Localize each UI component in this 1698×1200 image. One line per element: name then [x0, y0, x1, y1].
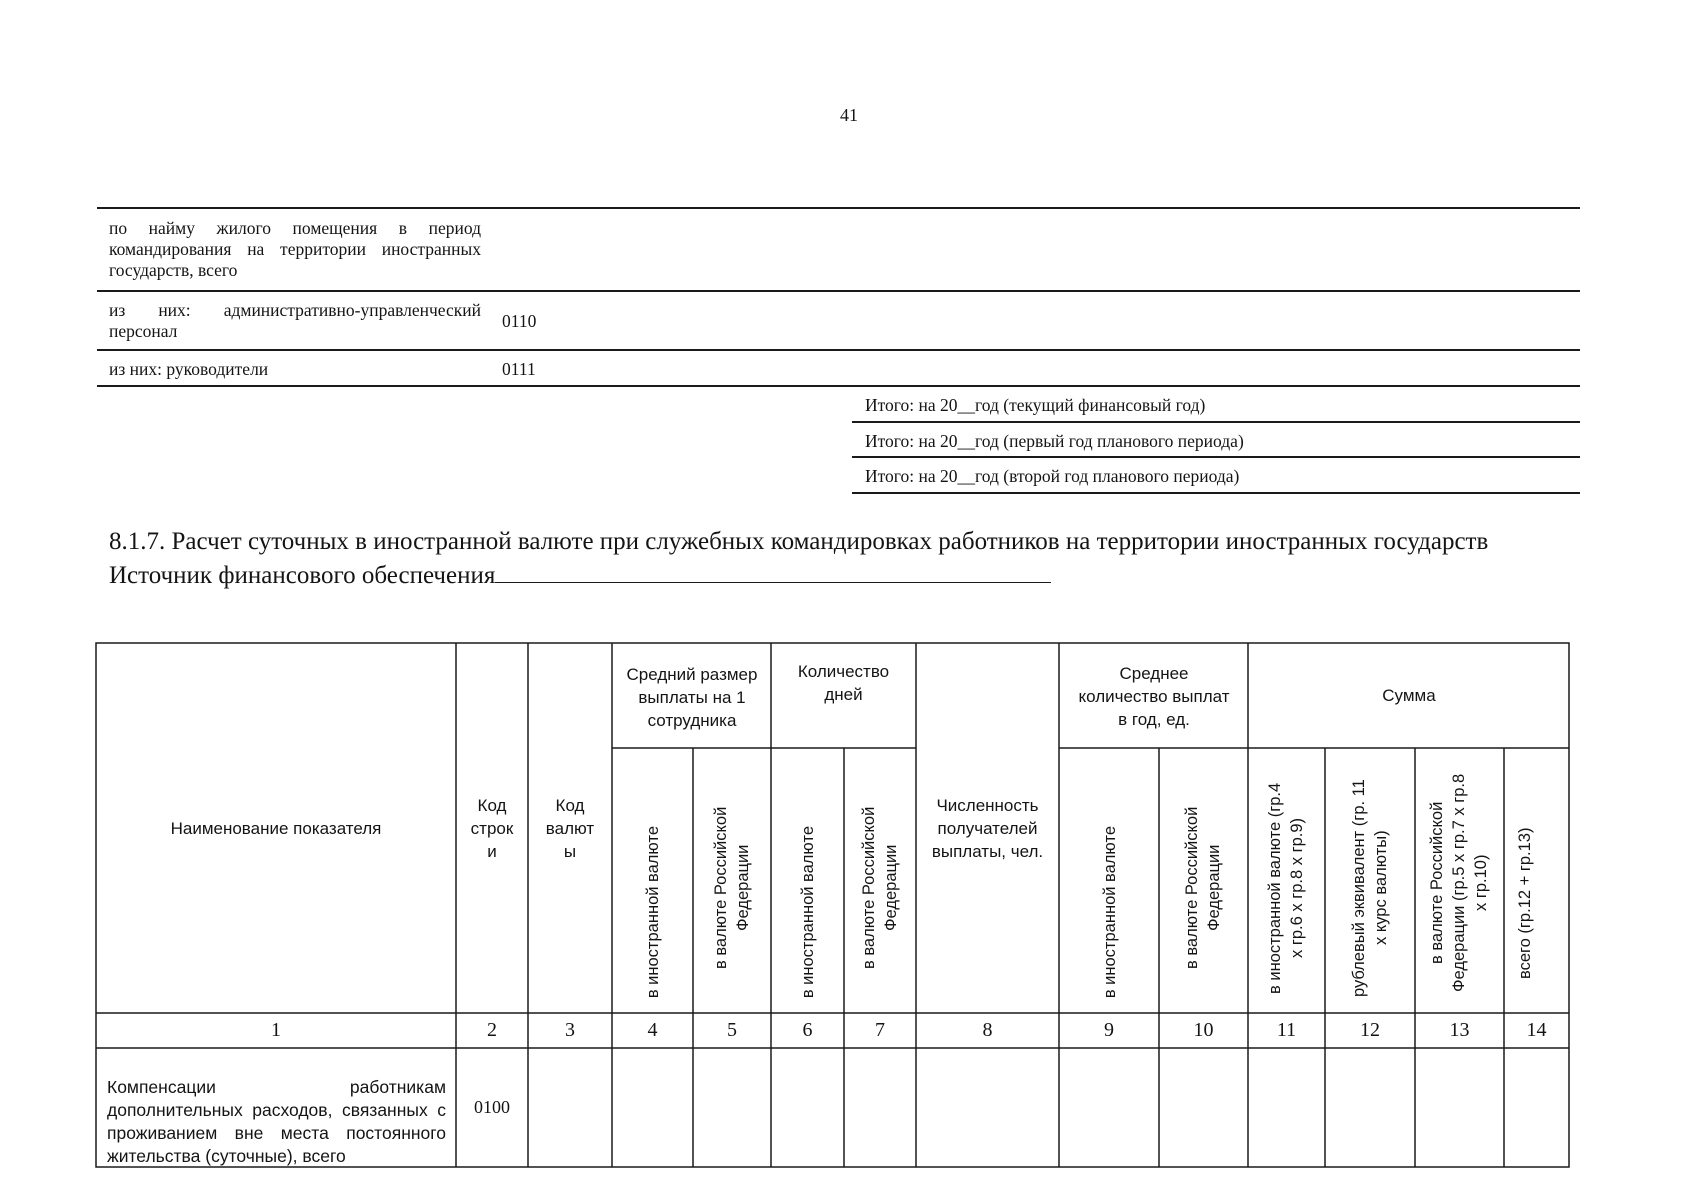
section-title: 8.1.7. Расчет суточных в иностранной валюте при служебных командировках работников на территории иностранных государств: [109, 528, 1489, 555]
table-rule: [852, 421, 1580, 423]
funding-source-line: [109, 558, 1051, 591]
header-row-code: Код строк и: [470, 795, 514, 861]
funding-source-field[interactable]: [495, 558, 1051, 583]
total-row-current-year: Итого: на 20__год (текущий финансовый год): [865, 395, 1206, 415]
column-number: 5: [727, 1019, 737, 1041]
upper-row-name: по найму жилого помещения в период командирования на территории иностранных государств, всего: [109, 218, 481, 280]
upper-row-code: 0111: [502, 359, 536, 379]
table-rule: [97, 207, 1580, 209]
table-rule: [97, 290, 1580, 292]
column-number: 2: [487, 1019, 497, 1041]
table-rule: [97, 385, 1580, 387]
header-currency-code: Код валют ы: [545, 795, 595, 861]
subheader-col-13: в валюте Российской Федерации (гр.5 х гр.7 х гр.8 х гр.10): [1428, 773, 1490, 993]
column-number: 8: [982, 1019, 993, 1041]
header-average-payments-count: Среднее количество выплат в год, ед.: [1078, 663, 1230, 729]
subheader-col-9: в иностранной валюте: [1100, 825, 1119, 998]
column-number: 7: [875, 1019, 885, 1041]
table-rule: [852, 456, 1580, 458]
row-code: 0100: [474, 1097, 510, 1117]
header-average-payment: Средний размер выплаты на 1 сотрудника: [626, 664, 758, 730]
subheader-col-6: в иностранной валюте: [799, 825, 817, 998]
total-row-second-plan-year: Итого: на 20__год (второй год планового периода): [865, 466, 1240, 486]
column-number: 14: [1526, 1019, 1547, 1041]
subheader-col-11: в иностранной валюте (гр.4 х гр.6 х гр.8 х гр.9): [1266, 782, 1306, 994]
subheader-col-12: рублевый эквивалент (гр. 11 х курс валюты): [1349, 779, 1390, 997]
subheader-col-7: в валюте Российской Федерации: [859, 806, 900, 970]
subheader-col-14: всего (гр.12 + гр.13): [1516, 827, 1534, 979]
upper-row-name: из них: административно-управленческий персонал: [109, 300, 481, 341]
header-recipients-count: Численность получателей выплаты, чел.: [931, 795, 1044, 861]
column-number: 3: [565, 1019, 575, 1041]
column-number: 12: [1360, 1019, 1380, 1041]
table-rule: [852, 492, 1580, 494]
upper-row-name: из них: руководители: [109, 359, 269, 379]
column-number: 11: [1276, 1019, 1297, 1041]
column-number: 1: [271, 1019, 281, 1041]
column-number: 6: [802, 1019, 813, 1041]
total-row-first-plan-year: Итого: на 20__год (первый год планового периода): [865, 431, 1244, 451]
table-rule: [97, 349, 1580, 351]
column-number: 9: [1104, 1019, 1114, 1041]
column-number: 10: [1193, 1019, 1214, 1041]
row-indicator-name: Компенсации работникам дополнительных расходов, связанных с проживанием вне места постоянного жительства (суточные), всего: [107, 1077, 446, 1166]
header-days-count: Количество дней: [797, 662, 890, 704]
subheader-col-5: в валюте Российской Федерации: [712, 806, 752, 970]
column-number: 4: [647, 1019, 658, 1041]
funding-source-label: Источник финансового обеспечения: [109, 562, 496, 589]
page-number: 41: [840, 105, 858, 125]
header-sum: Сумма: [1382, 685, 1436, 705]
header-indicator-name: Наименование показателя: [170, 818, 382, 838]
subheader-col-10: в валюте Российской Федерации: [1183, 806, 1223, 970]
subheader-col-4: в иностранной валюте: [644, 825, 662, 998]
column-number: 13: [1449, 1019, 1470, 1041]
upper-row-code: 0110: [502, 311, 537, 331]
